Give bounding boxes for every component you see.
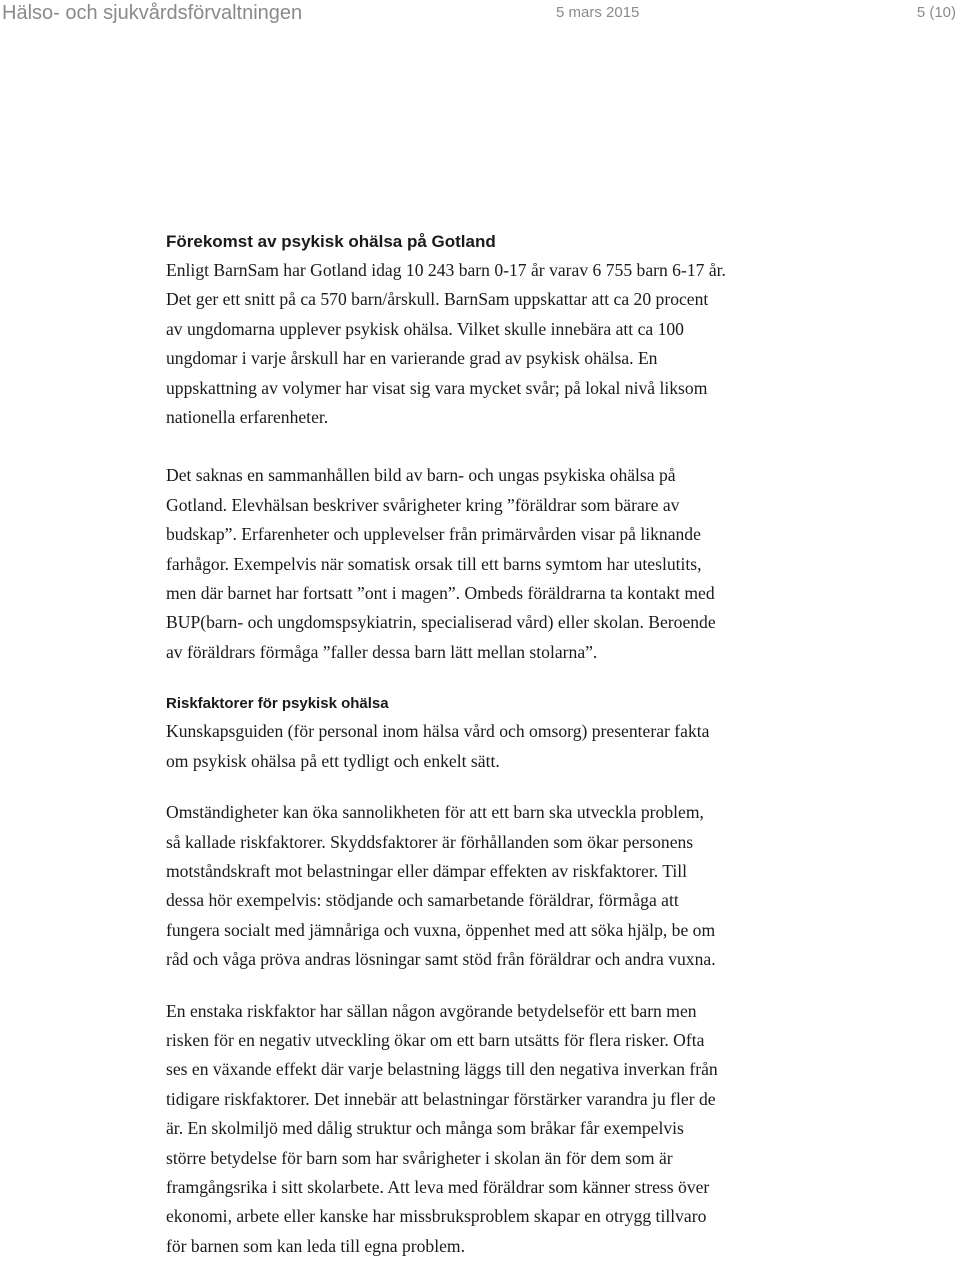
text-line: motståndskraft mot belastningar eller dämpar effekten av riskfaktorer. Till	[166, 860, 687, 881]
document-body	[166, 228, 856, 1261]
header-page-number: 5 (10)	[916, 4, 956, 21]
text-line: nationella erfarenheter.	[166, 407, 329, 428]
text-line: Det ger ett snitt på ca 570 barn/årskull. BarnSam uppskattar att ca 20 procent	[166, 289, 709, 310]
text-line: fungera socialt med jämnåriga och vuxna, öppenhet med att söka hjälp, be om	[166, 919, 716, 940]
paragraph-knowledge-guide	[166, 717, 856, 776]
paragraph-prevalence-statistics	[166, 256, 856, 432]
text-line: dessa hör exempelvis: stödjande och samarbetande föräldrar, förmåga att	[166, 890, 679, 911]
text-line: Gotland. Elevhälsan beskriver svårigheter kring ”föräldrar som bärare av	[166, 494, 680, 515]
text-line: risken för en negativ utveckling ökar om ett barn utsätts för flera risker. Ofta	[166, 1029, 705, 1050]
text-line: så kallade riskfaktorer. Skyddsfaktorer är förhållanden som ökar personens	[166, 831, 694, 852]
text-line: ungdomar i varje årskull har en varierande grad av psykisk ohälsa. En	[166, 348, 658, 369]
text-line: för barnen som kan leda till egna problem.	[166, 1235, 465, 1256]
text-line: om psykisk ohälsa på ett tydligt och enkelt sätt.	[166, 750, 500, 771]
text-line: större betydelse för barn som har svårigheter i skolan än för dem som är	[166, 1147, 673, 1168]
text-line: uppskattning av volymer har visat sig vara mycket svår; på lokal nivå liksom	[166, 377, 708, 398]
text-line: farhågor. Exempelvis när somatisk orsak till ett barns symtom har uteslutits,	[166, 553, 702, 574]
text-line: Enligt BarnSam har Gotland idag 10 243 barn 0-17 år varav 6 755 barn 6-17 år.	[166, 260, 726, 280]
text-line: Det saknas en sammanhållen bild av barn- och ungas psykiska ohälsa på	[166, 465, 676, 486]
text-line: men där barnet har fortsatt ”ont i magen”. Ombeds föräldrarna ta kontakt med	[166, 583, 715, 604]
paragraph-risk-protective-factors	[166, 798, 856, 974]
page-header	[0, 0, 960, 26]
text-line: En enstaka riskfaktor har sällan någon avgörande betydelseför ett barn men	[166, 1000, 697, 1021]
header-date: 5 mars 2015	[556, 4, 640, 21]
text-line: budskap”. Erfarenheter och upplevelser från primärvården visar på liknande	[166, 524, 701, 545]
section-heading-prevalence: Förekomst av psykisk ohälsa på Gotland	[166, 232, 496, 251]
paragraph-accumulated-risks	[166, 997, 856, 1262]
paragraph-missing-overview	[166, 461, 856, 667]
text-line: av ungdomarna upplever psykisk ohälsa. Vilket skulle innebära att ca 100	[166, 318, 684, 339]
text-line: av föräldrars förmåga ”faller dessa barn lätt mellan stolarna”.	[166, 641, 598, 662]
header-department: Hälso- och sjukvårdsförvaltningen	[2, 2, 303, 24]
text-line: tidigare riskfaktorer. Det innebär att belastningar förstärker varandra ju fler de	[166, 1088, 716, 1109]
section-heading-risk-factors: Riskfaktorer för psykisk ohälsa	[166, 695, 389, 713]
text-line: är. En skolmiljö med dålig struktur och många som bråkar får exempelvis	[166, 1118, 684, 1139]
text-line: Kunskapsguiden (för personal inom hälsa vård och omsorg) presenterar fakta	[166, 721, 710, 742]
text-line: ses en växande effekt där varje belastning läggs till den negativa inverkan från	[166, 1059, 718, 1080]
text-line: framgångsrika i sitt skolarbete. Att leva med föräldrar som känner stress över	[166, 1176, 710, 1197]
text-line: ekonomi, arbete eller kanske har missbruksproblem skapar en otrygg tillvaro	[166, 1206, 707, 1227]
text-line: råd och våga pröva andras lösningar samt stöd från föräldrar och andra vuxna.	[166, 949, 716, 970]
text-line: BUP(barn- och ungdomspsykiatrin, specialiserad vård) eller skolan. Beroende	[166, 612, 716, 633]
text-line: Omständigheter kan öka sannolikheten för att ett barn ska utveckla problem,	[166, 802, 704, 823]
